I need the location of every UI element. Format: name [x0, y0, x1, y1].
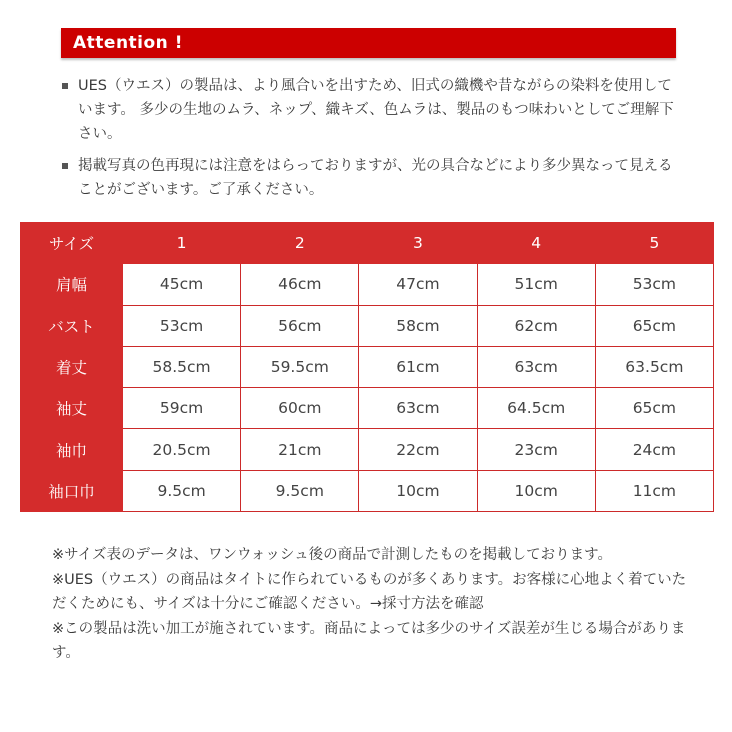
row-label: バスト	[21, 305, 123, 346]
table-cell: 45cm	[123, 264, 241, 305]
table-cell: 59.5cm	[241, 346, 359, 387]
table-cell: 56cm	[241, 305, 359, 346]
row-label: 肩幅	[21, 264, 123, 305]
table-cell: 60cm	[241, 388, 359, 429]
note-item	[62, 74, 682, 146]
note-text: 掲載写真の色再現には注意をはらっておりますが、光の具合などにより多少異なって見えることがございます。ご了承ください。	[78, 158, 673, 198]
table-row	[21, 305, 714, 346]
table-header-row	[21, 223, 714, 264]
square-bullet-icon	[62, 163, 68, 169]
table-cell: 58cm	[359, 305, 477, 346]
square-bullet-icon	[62, 83, 68, 89]
table-cell: 59cm	[123, 388, 241, 429]
size-column-header: 4	[477, 223, 595, 264]
size-header-label: サイズ	[21, 223, 123, 264]
table-row	[21, 429, 714, 470]
table-cell: 65cm	[595, 305, 713, 346]
footnote-wash: ※サイズ表のデータは、ワンウォッシュ後の商品で計測したものを掲載しております。	[52, 547, 612, 563]
note-text: UES（ウエス）の製品は、より風合いを出すため、旧式の織機や昔ながらの染料を使用しています。 多少の生地のムラ、ネップ、織キズ、色ムラは、製品のもつ味わいとしてご理解下さい。	[78, 78, 674, 142]
table-cell: 51cm	[477, 264, 595, 305]
table-cell: 61cm	[359, 346, 477, 387]
attention-title: Attention !	[73, 33, 183, 53]
table-row	[21, 388, 714, 429]
table-cell: 10cm	[477, 470, 595, 511]
size-column-header: 3	[359, 223, 477, 264]
size-table	[20, 222, 714, 512]
table-cell: 63cm	[477, 346, 595, 387]
notes-list	[62, 74, 682, 210]
table-cell: 10cm	[359, 470, 477, 511]
table-cell: 9.5cm	[241, 470, 359, 511]
table-row	[21, 264, 714, 305]
footnotes	[52, 543, 692, 666]
table-cell: 63.5cm	[595, 346, 713, 387]
table-cell: 21cm	[241, 429, 359, 470]
table-cell: 53cm	[123, 305, 241, 346]
table-cell: 11cm	[595, 470, 713, 511]
table-cell: 63cm	[359, 388, 477, 429]
table-cell: 65cm	[595, 388, 713, 429]
table-cell: 64.5cm	[477, 388, 595, 429]
row-label: 袖巾	[21, 429, 123, 470]
table-row	[21, 346, 714, 387]
footnote-fit: ※UES（ウエス）の商品はタイトに作られているものが多くあります。お客様に心地よく着ていただくためにも、サイズは十分にご確認ください。→採寸方法を確認	[52, 571, 687, 612]
table-cell: 22cm	[359, 429, 477, 470]
table-cell: 46cm	[241, 264, 359, 305]
table-cell: 58.5cm	[123, 346, 241, 387]
row-label: 袖丈	[21, 388, 123, 429]
table-cell: 47cm	[359, 264, 477, 305]
note-item	[62, 154, 682, 202]
size-column-header: 5	[595, 223, 713, 264]
attention-banner	[61, 28, 676, 58]
table-row	[21, 470, 714, 511]
table-cell: 9.5cm	[123, 470, 241, 511]
footnote-processing: ※この製品は洗い加工が施されています。商品によっては多少のサイズ誤差が生じる場合があります。	[52, 620, 686, 661]
table-cell: 20.5cm	[123, 429, 241, 470]
table-cell: 24cm	[595, 429, 713, 470]
table-cell: 53cm	[595, 264, 713, 305]
table-cell: 23cm	[477, 429, 595, 470]
size-column-header: 1	[123, 223, 241, 264]
size-column-header: 2	[241, 223, 359, 264]
row-label: 着丈	[21, 346, 123, 387]
row-label: 袖口巾	[21, 470, 123, 511]
table-cell: 62cm	[477, 305, 595, 346]
